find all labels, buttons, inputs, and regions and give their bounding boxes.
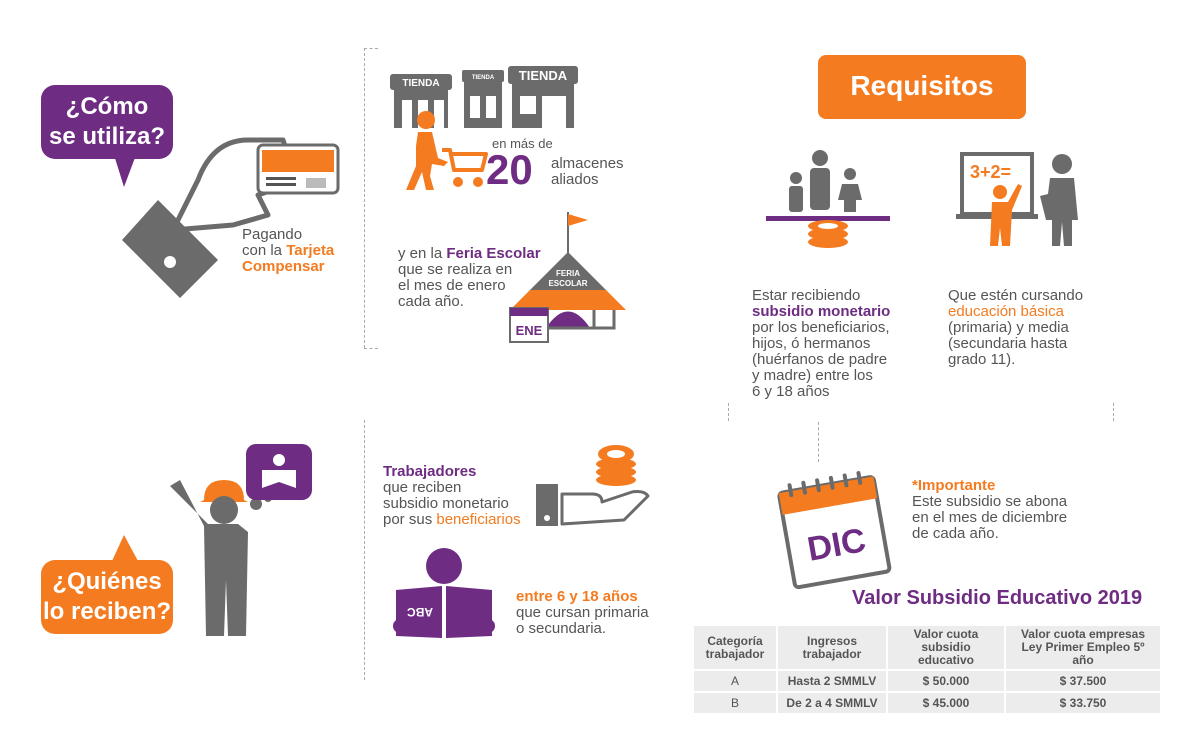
row-a-cuota: $ 50.000 xyxy=(888,671,1004,691)
req1-highlight: subsidio monetario xyxy=(752,303,891,320)
tent-label-line2: ESCOLAR xyxy=(548,279,588,288)
table-row xyxy=(694,693,1160,713)
table-row xyxy=(694,671,1160,691)
row-b-cuota: $ 45.000 xyxy=(888,693,1004,713)
col-valor-cuota: Valor cuota subsidio educativo xyxy=(888,626,1004,669)
row-b-cat: B xyxy=(694,693,776,713)
row-a-cat: A xyxy=(694,671,776,691)
importante-line1: Este subsidio se abona xyxy=(912,493,1068,510)
req2-line4: (secundaria hasta xyxy=(948,335,1068,352)
pay-line1: Pagando xyxy=(242,226,303,243)
req2-text xyxy=(948,288,1118,368)
req2-line3: (primaria) y media xyxy=(948,319,1069,336)
tent-label-line1: FERIA xyxy=(556,269,580,278)
importante-text xyxy=(912,478,1092,542)
pay-line3: Compensar xyxy=(242,258,325,275)
family-icon xyxy=(766,150,890,260)
req2-line1: Que estén cursando xyxy=(948,287,1084,304)
dic-calendar-icon xyxy=(776,470,894,590)
t1-line2: que reciben xyxy=(383,479,462,496)
divider-top-cap xyxy=(364,48,378,49)
quienes-bubble-line2: lo reciben? xyxy=(42,598,172,625)
stores-prefix: en más de xyxy=(492,136,553,151)
stores-label xyxy=(551,156,624,188)
req1-line4: hijos, ó hermanos xyxy=(752,335,871,352)
t2-highlight: entre 6 y 18 años xyxy=(516,588,638,605)
req1-line3: por los beneficiarios, xyxy=(752,319,890,336)
req1-line1: Estar recibiendo xyxy=(752,287,861,304)
como-bubble-line2: se utiliza? xyxy=(48,123,166,150)
feria-line3: el mes de enero xyxy=(398,277,506,294)
importante-title: *Importante xyxy=(912,477,996,494)
importante-line2: en el mes de diciembre xyxy=(912,509,1068,526)
col-valor-ley: Valor cuota empresas Ley Primer Empleo 5º año xyxy=(1006,626,1160,669)
feria-line4: cada año. xyxy=(398,293,464,310)
como-bubble-line1: ¿Cómo xyxy=(65,93,149,120)
t1-line4-prefix: por sus xyxy=(383,511,433,528)
requisitos-title: Requisitos xyxy=(850,70,994,101)
row-b-ingresos: De 2 a 4 SMMLV xyxy=(778,693,886,713)
stores-number: 20 xyxy=(486,146,533,193)
feria-calendar-label: ENE xyxy=(515,323,543,338)
row-b-ley: $ 33.750 xyxy=(1006,693,1160,713)
divider-top-cap2 xyxy=(364,348,378,349)
feria-line2: que se realiza en xyxy=(398,261,513,278)
t1-highlight: Trabajadores xyxy=(383,463,477,480)
t1-line3: subsidio monetario xyxy=(383,495,509,512)
hand-coins-icon xyxy=(536,440,656,532)
col-ingresos: Ingresos trabajador xyxy=(778,626,886,669)
worker-icon xyxy=(168,440,318,640)
reader-icon xyxy=(392,546,496,640)
col-categoria: Categoría trabajador xyxy=(694,626,776,669)
req2-highlight: educación básica xyxy=(948,303,1064,320)
quienes-bubble xyxy=(41,560,173,634)
dic-calendar-label: DIC xyxy=(804,521,869,569)
feria-tent-icon xyxy=(508,210,633,345)
quienes-bubble-tail xyxy=(110,535,140,561)
req1-line6: y madre) entre los xyxy=(752,367,873,384)
divider-req-right xyxy=(1113,403,1114,421)
row-a-ingresos: Hasta 2 SMMLV xyxy=(778,671,886,691)
pay-line2-highlight: Tarjeta xyxy=(286,242,335,259)
stores-label-line2: aliados xyxy=(551,171,599,188)
book-letters: ABC xyxy=(407,605,433,619)
feria-line1-prefix: y en la xyxy=(398,245,443,262)
row-a-ley: $ 37.500 xyxy=(1006,671,1160,691)
divider-top xyxy=(364,48,365,348)
divider-req-left xyxy=(728,403,729,421)
como-pay-text xyxy=(242,227,362,275)
shopping-cart-person-icon xyxy=(400,110,490,192)
store-sign-right: TIENDA xyxy=(518,68,568,83)
valor-title: Valor Subsidio Educativo 2019 xyxy=(852,587,1143,609)
store-sign-mid: TIENDA xyxy=(471,75,495,81)
t2-line3: o secundaria. xyxy=(516,620,607,637)
pay-line2-prefix: con la xyxy=(242,242,283,259)
feria-line1-highlight: Feria Escolar xyxy=(446,245,541,262)
t2-line2: que cursan primaria xyxy=(516,604,649,621)
teacher-board-icon xyxy=(956,150,1088,250)
req1-line5: (huérfanos de padre xyxy=(752,351,888,368)
quienes-t1-text xyxy=(383,464,533,528)
importante-line3: de cada año. xyxy=(912,525,999,542)
valor-table-header xyxy=(694,626,1160,669)
t1-line4-highlight: beneficiarios xyxy=(436,511,521,528)
board-text: 3+2= xyxy=(970,162,1012,182)
req2-line5: grado 11). xyxy=(948,351,1016,368)
stores-label-line1: almacenes xyxy=(551,155,624,172)
quienes-t2-text xyxy=(516,589,676,637)
req1-line7: 6 y 18 años xyxy=(752,383,830,400)
quienes-bubble-line1: ¿Quiénes xyxy=(52,568,162,595)
requisitos-title-box xyxy=(818,55,1026,119)
divider-bottom xyxy=(364,420,365,680)
store-sign-left: TIENDA xyxy=(402,78,440,89)
req1-text xyxy=(752,288,922,400)
divider-req-mid xyxy=(818,422,819,462)
valor-table xyxy=(692,624,1162,715)
